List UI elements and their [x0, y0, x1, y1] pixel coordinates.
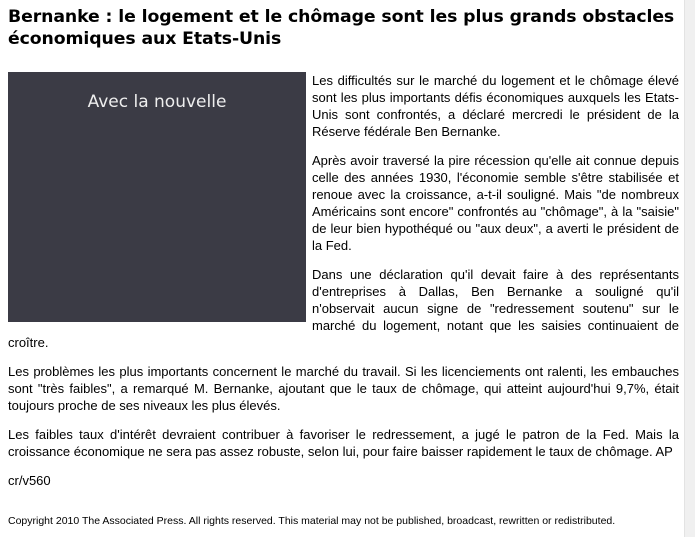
copyright-notice: Copyright 2010 The Associated Press. All rights reserved. This material may not be published, broadcast, rewritten or redistributed.: [8, 515, 616, 527]
paragraph-2: Après avoir traversé la pire récession qu'elle ait connue depuis celle des années 1930, l'économie semble s'être stabilisée et renoue avec la croissance, a-t-il souligné. Mais "de nombreux Américains sont encore" confrontés au "chômage", à la "saisie" de leur bien hypothéqué ou "aux deux", a averti le président de la Fed.: [312, 153, 679, 253]
paragraph-1: Les difficultés sur le marché du logement et le chômage élevé sont les plus importants défis économiques auxquels les Etats-Unis sont confrontés, a déclaré mercredi le président de la Réserve fédérale Ben Bernanke.: [312, 73, 679, 139]
paragraph-4: Les problèmes les plus importants concernent le marché du travail. Si les licenciements ont ralenti, les embauches sont "très faibles", a remarqué M. Bernanke, ajoutant que le taux de chômage, qui atteint aujourd'hui 9,7%, était toujours proche de ses niveaux les plus élevés.: [8, 364, 679, 413]
article-signature: cr/v560: [8, 473, 51, 488]
video-caption: Avec la nouvelle: [87, 92, 227, 112]
video-player[interactable]: [8, 72, 306, 322]
vertical-scrollbar[interactable]: [684, 0, 695, 537]
article-title: Bernanke : le logement et le chômage sont les plus grands obstacles économiques aux Etats-Unis: [8, 7, 675, 49]
article-body: [8, 72, 679, 501]
paragraph-5: Les faibles taux d'intérêt devraient contribuer à favoriser le redressement, a jugé le patron de la Fed. Mais la croissance économique ne sera pas assez robuste, selon lui, pour faire baisser rapidement le taux de chômage. AP: [8, 427, 679, 459]
paragraph-3: Dans une déclaration qu'il devait faire à des représentants d'entreprises à Dallas, Ben Bernanke a souligné qu'il n'observait aucun signe de "redressement soutenu" sur le marché du logement, notant que les saisies continuaient de croître.: [8, 267, 679, 350]
